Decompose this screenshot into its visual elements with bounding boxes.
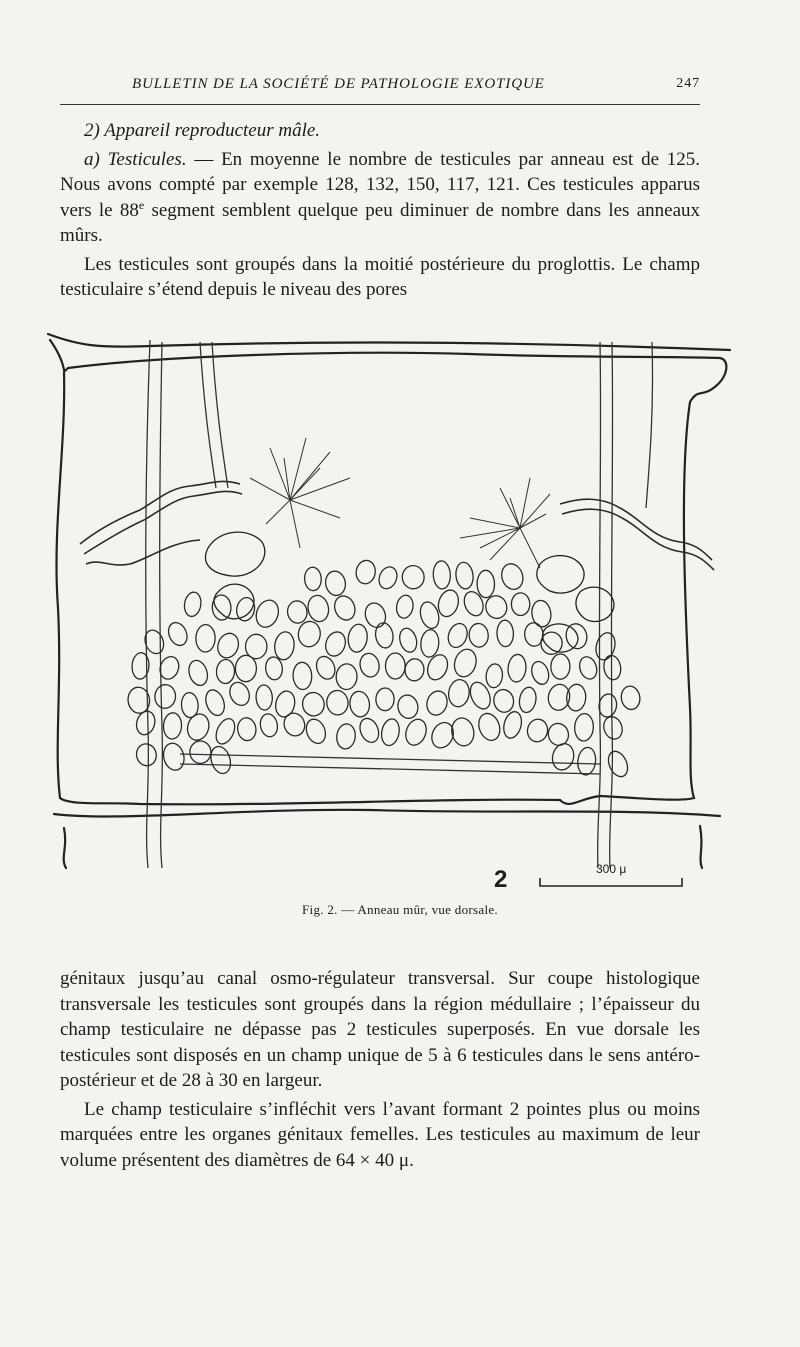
testis-shape xyxy=(362,600,389,630)
testis-shape xyxy=(424,689,450,718)
testis-shape xyxy=(281,710,308,739)
testis-shape xyxy=(216,659,235,684)
testis-shape xyxy=(374,622,395,650)
testis-shape xyxy=(541,632,563,655)
testis-shape xyxy=(335,723,356,750)
testis-shape xyxy=(447,678,471,708)
testis-shape xyxy=(454,561,474,589)
testis-shape xyxy=(577,655,600,682)
testis-shape xyxy=(235,655,256,682)
testis-shape xyxy=(212,595,232,621)
testis-shape xyxy=(468,623,489,648)
testis-shape xyxy=(566,684,587,712)
testis-shape xyxy=(323,629,349,658)
scale-bar-label: 300 μ xyxy=(596,862,627,876)
testis-shape xyxy=(354,559,376,585)
testis-shape xyxy=(466,679,494,712)
testis-shape xyxy=(529,659,552,686)
testis-shape xyxy=(208,744,234,776)
testis-shape xyxy=(292,662,312,690)
testis-shape xyxy=(313,654,338,682)
testis-shape xyxy=(255,685,272,711)
testis-shape xyxy=(551,654,570,680)
testis-shape xyxy=(297,620,322,648)
testis-shape xyxy=(386,653,406,679)
testis-shape xyxy=(574,713,594,741)
testis-shape xyxy=(396,693,421,720)
paragraph-continuation: génitaux jusqu’au canal osmo-régulateur transversal. Sur coupe histologique transversale les testicules sont groupés dans la région médullaire ; l’épaisseur du champ testiculaire ne dépasse pas 2 testicules superposés. En vue dorsale les testicules sont disposés en un champ unique de 5 à 6 testicules dans le sens antéro-postérieur et de 28 à 30 en largeur. xyxy=(60,968,700,1091)
testis-shape xyxy=(165,620,190,649)
testis-shape xyxy=(273,631,295,661)
testis-shape xyxy=(497,620,514,647)
testis-shape xyxy=(485,663,504,688)
testis-shape xyxy=(348,690,371,718)
testis-shape xyxy=(163,712,182,739)
testis-shape xyxy=(507,654,527,683)
testis-shape xyxy=(183,591,203,618)
testis-shape xyxy=(326,689,350,715)
testis-shape xyxy=(379,717,401,747)
testis-shape xyxy=(498,561,526,592)
testis-shape xyxy=(518,686,538,714)
testis-shape xyxy=(420,629,440,658)
testis-shape xyxy=(306,593,331,623)
testis-shape xyxy=(397,626,419,654)
testis-shape xyxy=(602,654,622,681)
page-number: 247 xyxy=(676,76,700,91)
body-text-top xyxy=(60,118,700,303)
figure-number: 2 xyxy=(494,866,508,893)
testis-shape xyxy=(336,664,358,690)
paragraph-pointes: Le champ testiculaire s’infléchit vers l’avant formant 2 pointes plus ou moins marquées entre les organes génitaux femelles. Les testicules au maximum de leur volume présentent des diamètres de 64 × 40 μ. xyxy=(60,1098,700,1171)
sub-label: a) Testicules. xyxy=(84,148,187,170)
testis-shape xyxy=(301,691,326,718)
testis-shape xyxy=(404,658,425,682)
testis-shape xyxy=(286,600,309,625)
testis-shape xyxy=(620,685,642,711)
testis-shape xyxy=(358,651,382,678)
testis-shape xyxy=(546,683,571,712)
testis-shape xyxy=(461,589,487,619)
proglottis-illustration xyxy=(40,328,740,900)
testis-shape xyxy=(331,593,358,623)
body-text-bottom xyxy=(60,966,700,1173)
running-head xyxy=(60,74,700,98)
testis-shape xyxy=(597,693,618,718)
testis-shape xyxy=(154,684,177,710)
testis-shape xyxy=(593,631,618,662)
testis-shape xyxy=(550,741,577,772)
testis-shape xyxy=(501,710,524,740)
paragraph-champ: Les testicules sont groupés dans la moitié postérieure du proglottis. Le champ testiculaire s’étend depuis le niveau des pores xyxy=(60,253,700,300)
testis-shape xyxy=(511,593,530,616)
testis-shape xyxy=(445,621,470,650)
section-heading: 2) Appareil reproducteur mâle. xyxy=(84,120,321,141)
testis-shape xyxy=(186,658,211,688)
testis-shape xyxy=(189,740,212,764)
paragraph-testicules: a) Testicules. — En moyenne le nombre de testicules par anneau est de 125. Nous avons compté par exemple 128, 132, 150, 117, 121. Ces testicules apparus vers le 88e segment semblent quelque peu diminuer de nombre dans les anneaux mûrs. xyxy=(60,148,700,246)
testis-shape xyxy=(395,594,415,619)
figure-proglottis-drawing xyxy=(40,328,740,900)
testis-shape xyxy=(605,748,632,779)
testis-shape xyxy=(402,716,429,748)
testis-shape xyxy=(324,569,348,597)
running-title: BULLETIN DE LA SOCIÉTÉ DE PATHOLOGIE EXOTIQUE xyxy=(132,76,545,92)
testis-shape xyxy=(258,712,279,738)
testis-shape xyxy=(196,624,216,652)
testis-shape xyxy=(475,711,503,744)
testis-shape xyxy=(236,717,257,742)
testis-shape xyxy=(252,597,282,631)
testis-shape xyxy=(376,688,395,711)
testis-shape xyxy=(203,687,228,718)
testis-shape xyxy=(402,565,425,590)
testis-shape xyxy=(530,599,552,628)
testis-shape xyxy=(601,714,625,741)
testis-shape xyxy=(492,688,516,714)
testis-shape xyxy=(346,623,369,653)
testis-shape xyxy=(184,711,212,743)
testis-shape xyxy=(226,679,253,708)
testis-shape xyxy=(525,717,549,743)
testis-shape xyxy=(273,689,297,719)
testis-shape xyxy=(134,742,158,768)
scale-bar xyxy=(538,876,684,890)
testis-shape xyxy=(304,567,322,591)
testis-shape xyxy=(435,588,461,619)
testis-shape xyxy=(265,656,284,680)
testis-shape xyxy=(376,564,400,591)
testis-shape xyxy=(214,630,241,660)
testis-shape xyxy=(357,716,382,746)
header-rule xyxy=(60,104,700,105)
testis-shape xyxy=(161,741,187,772)
figure-caption: Fig. 2. — Anneau mûr, vue dorsale. xyxy=(302,902,498,917)
testis-shape xyxy=(433,560,451,589)
testis-shape xyxy=(477,570,495,598)
testis-shape xyxy=(303,716,329,746)
testis-shape xyxy=(451,647,479,680)
testis-shape xyxy=(576,746,597,776)
testis-shape xyxy=(212,716,238,747)
